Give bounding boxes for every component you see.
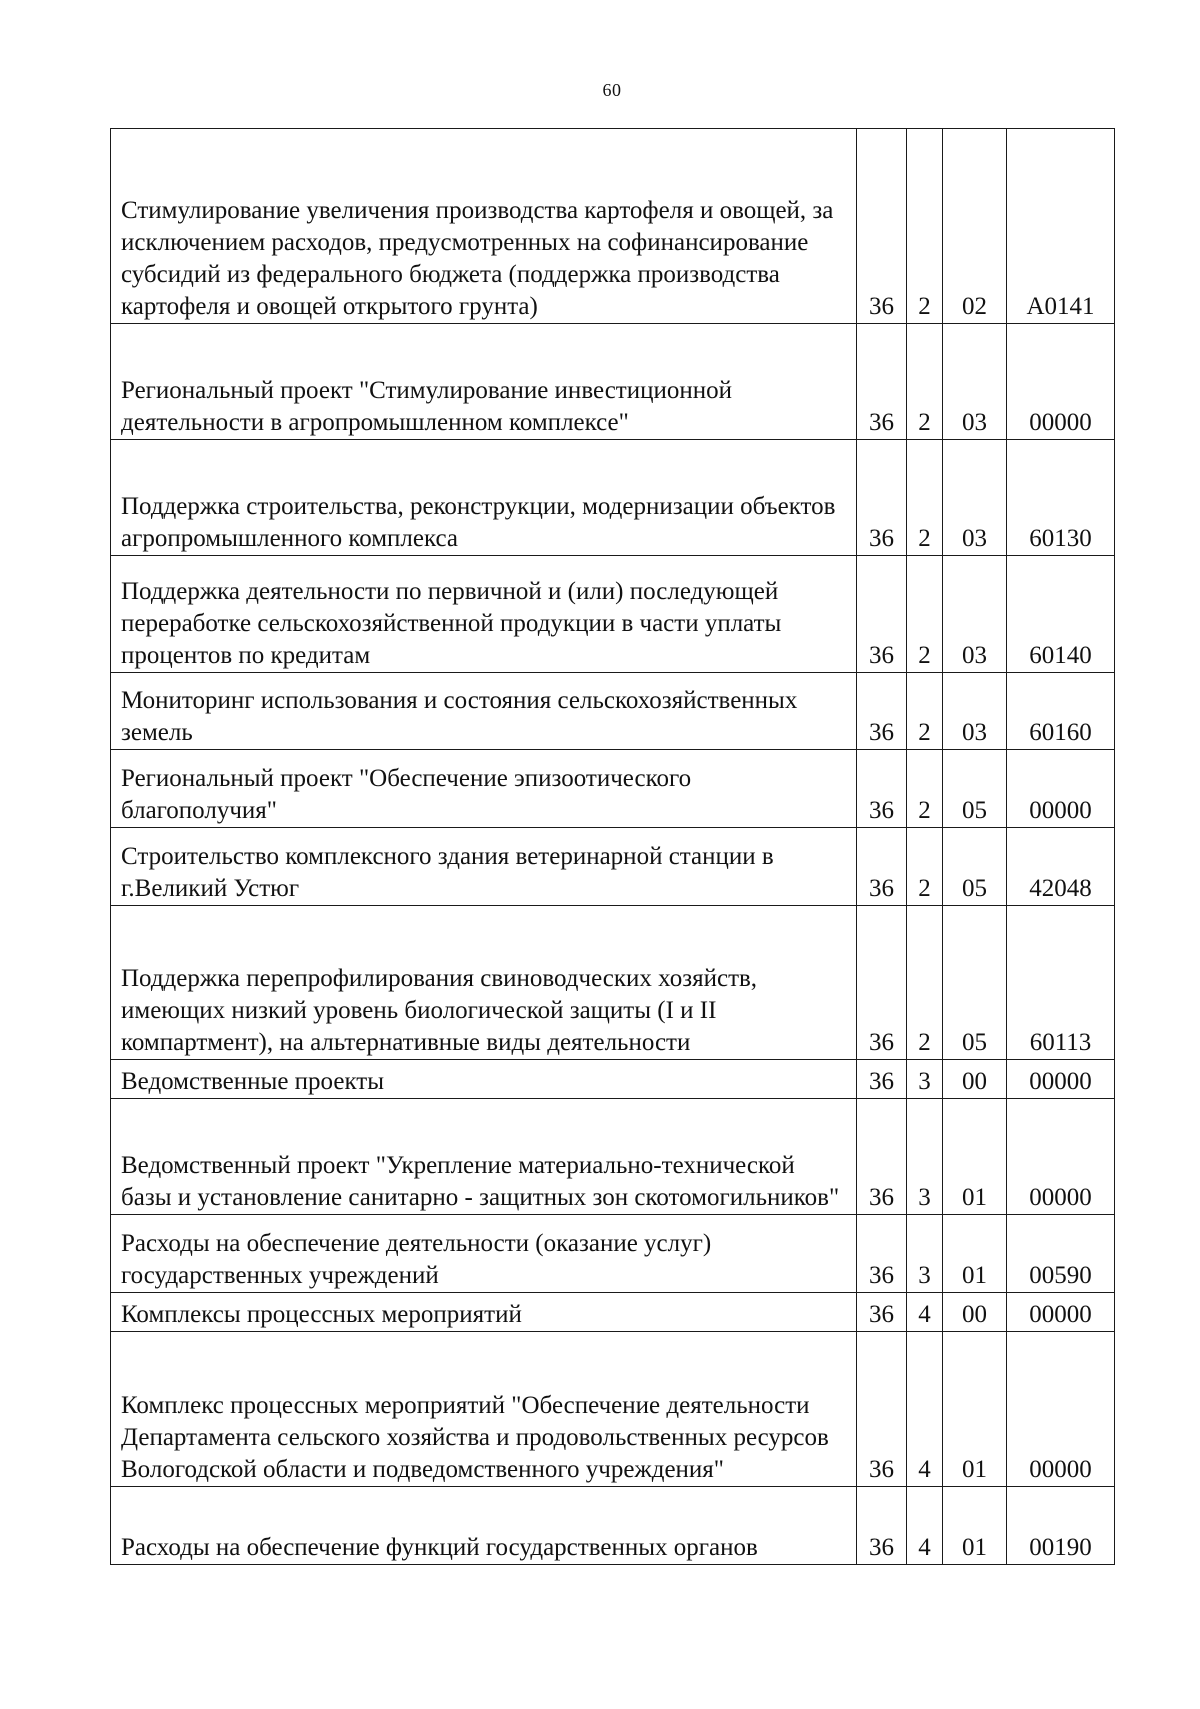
code-cell-1: 36 <box>857 1215 907 1293</box>
code-cell-3: 02 <box>943 129 1007 324</box>
code-cell-2: 2 <box>907 129 943 324</box>
table-row <box>111 129 1115 324</box>
code-cell-3: 05 <box>943 906 1007 1060</box>
code-cell-4: 00000 <box>1007 324 1115 440</box>
code-cell-3: 01 <box>943 1487 1007 1565</box>
code-cell-2: 4 <box>907 1487 943 1565</box>
table-row <box>111 673 1115 750</box>
code-cell-3: 01 <box>943 1332 1007 1487</box>
code-cell-4: 60113 <box>1007 906 1115 1060</box>
code-cell-3: 00 <box>943 1293 1007 1332</box>
code-cell-1: 36 <box>857 1293 907 1332</box>
code-cell-4: 00000 <box>1007 750 1115 828</box>
row-name-cell: Поддержка строительства, реконструкции, модернизации объектов агропромышленного комплекса <box>111 440 857 556</box>
row-name-cell: Поддержка деятельности по первичной и (или) последующей переработке сельскохозяйственной продукции в части уплаты процентов по кредитам <box>111 556 857 673</box>
code-cell-4: 60140 <box>1007 556 1115 673</box>
code-cell-2: 2 <box>907 556 943 673</box>
code-cell-3: 00 <box>943 1060 1007 1099</box>
code-cell-1: 36 <box>857 828 907 906</box>
code-cell-2: 2 <box>907 828 943 906</box>
table-row <box>111 1293 1115 1332</box>
code-cell-4: 60160 <box>1007 673 1115 750</box>
code-cell-1: 36 <box>857 906 907 1060</box>
code-cell-1: 36 <box>857 556 907 673</box>
code-cell-3: 01 <box>943 1099 1007 1215</box>
code-cell-4: 60130 <box>1007 440 1115 556</box>
code-cell-1: 36 <box>857 1487 907 1565</box>
code-cell-3: 03 <box>943 556 1007 673</box>
table-row <box>111 828 1115 906</box>
code-cell-2: 2 <box>907 906 943 1060</box>
table-row <box>111 1487 1115 1565</box>
code-cell-3: 01 <box>943 1215 1007 1293</box>
code-cell-1: 36 <box>857 673 907 750</box>
code-cell-1: 36 <box>857 129 907 324</box>
table-row <box>111 906 1115 1060</box>
page-number: 60 <box>602 80 622 100</box>
code-cell-2: 2 <box>907 324 943 440</box>
code-cell-1: 36 <box>857 324 907 440</box>
code-cell-2: 3 <box>907 1060 943 1099</box>
code-cell-4: 00190 <box>1007 1487 1115 1565</box>
table-row <box>111 440 1115 556</box>
code-cell-1: 36 <box>857 1332 907 1487</box>
row-name-cell: Комплексы процессных мероприятий <box>111 1293 857 1332</box>
code-cell-2: 4 <box>907 1332 943 1487</box>
row-name-cell: Региональный проект "Стимулирование инвестиционной деятельности в агропромышленном комплексе" <box>111 324 857 440</box>
code-cell-3: 03 <box>943 324 1007 440</box>
code-cell-4: 00000 <box>1007 1060 1115 1099</box>
row-name-cell: Расходы на обеспечение функций государственных органов <box>111 1487 857 1565</box>
code-cell-4: 00000 <box>1007 1293 1115 1332</box>
row-name-cell: Строительство комплексного здания ветеринарной станции в г.Великий Устюг <box>111 828 857 906</box>
code-cell-3: 05 <box>943 828 1007 906</box>
budget-classification-table <box>110 128 1115 1565</box>
table-row <box>111 556 1115 673</box>
table-row <box>111 1060 1115 1099</box>
table-row <box>111 750 1115 828</box>
code-cell-1: 36 <box>857 750 907 828</box>
code-cell-2: 3 <box>907 1215 943 1293</box>
code-cell-1: 36 <box>857 1099 907 1215</box>
code-cell-3: 05 <box>943 750 1007 828</box>
code-cell-2: 2 <box>907 673 943 750</box>
code-cell-4: 00000 <box>1007 1099 1115 1215</box>
row-name-cell: Ведомственные проекты <box>111 1060 857 1099</box>
code-cell-2: 2 <box>907 440 943 556</box>
code-cell-4: 00590 <box>1007 1215 1115 1293</box>
row-name-cell: Стимулирование увеличения производства картофеля и овощей, за исключением расходов, предусмотренных на софинансирование субсидий из федерального бюджета (поддержка производства картофеля и овощей открытого грунта) <box>111 129 857 324</box>
row-name-cell: Региональный проект "Обеспечение эпизоотического благополучия" <box>111 750 857 828</box>
code-cell-3: 03 <box>943 673 1007 750</box>
code-cell-4: 00000 <box>1007 1332 1115 1487</box>
row-name-cell: Поддержка перепрофилирования свиноводческих хозяйств, имеющих низкий уровень биологической защиты (I и II компартмент), на альтернативные виды деятельности <box>111 906 857 1060</box>
code-cell-3: 03 <box>943 440 1007 556</box>
code-cell-4: 42048 <box>1007 828 1115 906</box>
table-row <box>111 1099 1115 1215</box>
row-name-cell: Комплекс процессных мероприятий "Обеспечение деятельности Департамента сельского хозяйства и продовольственных ресурсов Вологодской области и подведомственного учреждения" <box>111 1332 857 1487</box>
row-name-cell: Ведомственный проект "Укрепление материально-технической базы и установление санитарно - защитных зон скотомогильников" <box>111 1099 857 1215</box>
code-cell-1: 36 <box>857 1060 907 1099</box>
code-cell-2: 3 <box>907 1099 943 1215</box>
code-cell-2: 2 <box>907 750 943 828</box>
code-cell-4: A0141 <box>1007 129 1115 324</box>
row-name-cell: Расходы на обеспечение деятельности (оказание услуг) государственных учреждений <box>111 1215 857 1293</box>
table-row <box>111 1332 1115 1487</box>
code-cell-2: 4 <box>907 1293 943 1332</box>
table-row <box>111 1215 1115 1293</box>
code-cell-1: 36 <box>857 440 907 556</box>
row-name-cell: Мониторинг использования и состояния сельскохозяйственных земель <box>111 673 857 750</box>
table-row <box>111 324 1115 440</box>
